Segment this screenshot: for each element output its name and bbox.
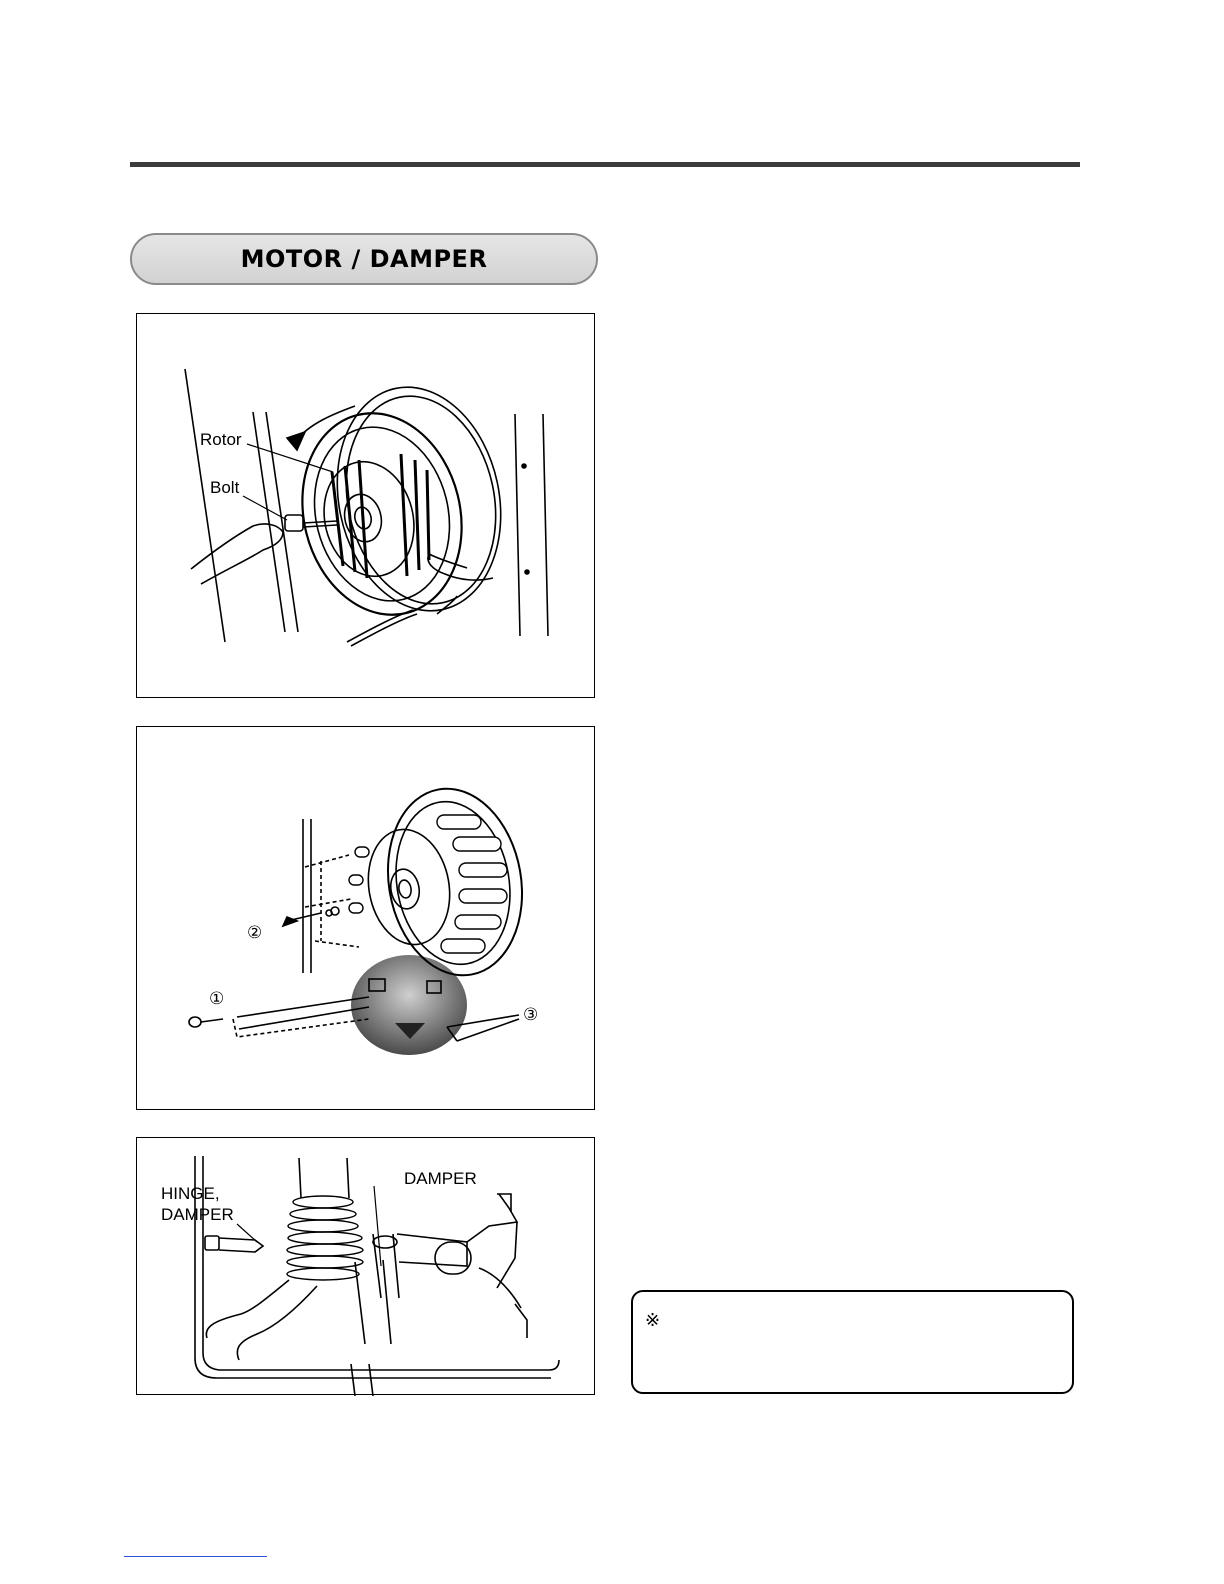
figure-stator-removal (136, 726, 595, 1110)
callout-2: ② (247, 923, 263, 943)
figure-damper (136, 1137, 595, 1395)
footer-link-underline[interactable] (124, 1556, 267, 1557)
section-title: MOTOR / DAMPER (240, 245, 488, 273)
damper-label: DAMPER (404, 1169, 477, 1188)
hinge-damper-label-line2: DAMPER (161, 1205, 234, 1224)
callout-1: ① (209, 989, 225, 1009)
rotor-label: Rotor (200, 430, 242, 449)
hinge-damper-label-line1: HINGE, (161, 1184, 220, 1203)
stator-illustration (137, 727, 596, 1111)
section-header (130, 233, 598, 285)
damper-illustration (137, 1138, 596, 1396)
note-mark: ※ (645, 1310, 661, 1331)
note-box (631, 1290, 1074, 1394)
bolt-label: Bolt (210, 478, 240, 497)
callout-3: ③ (523, 1005, 539, 1025)
rotor-illustration (137, 314, 596, 699)
figure-rotor-removal (136, 313, 595, 698)
header-rule (130, 162, 1080, 167)
